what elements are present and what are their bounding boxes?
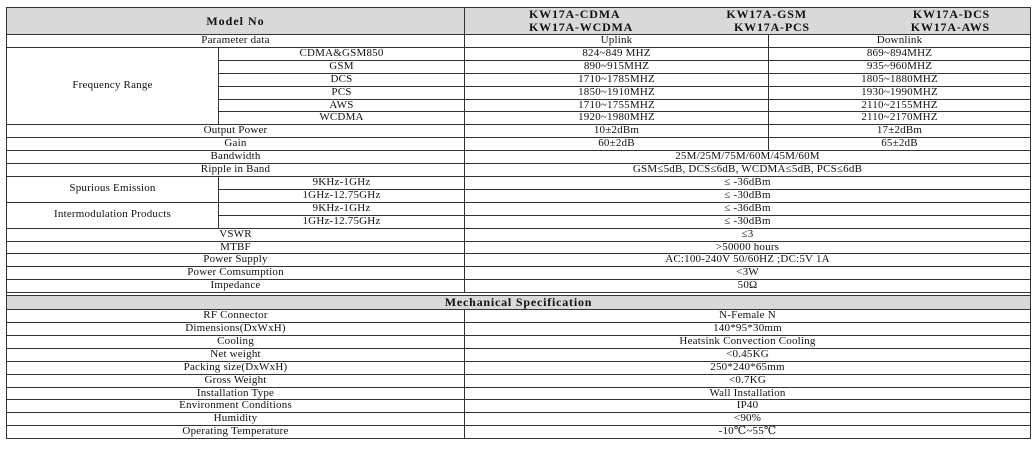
- power-supply-value: AC:100-240V 50/60HZ ;DC:5V 1A: [465, 254, 1031, 267]
- band-name: AWS: [219, 99, 465, 112]
- model-name: KW17A-PCS: [734, 20, 810, 34]
- table-row: [7, 47, 1031, 60]
- spec-sheet: [6, 7, 1030, 439]
- band-name: CDMA&GSM850: [219, 47, 465, 60]
- table-row: [7, 323, 1031, 336]
- uplink-value: 824~849 MHZ: [465, 47, 769, 60]
- mech-label: Gross Weight: [7, 374, 465, 387]
- frequency-range-label: Frequency Range: [7, 47, 219, 124]
- power-supply-row: [7, 254, 1031, 267]
- mech-label: Net weight: [7, 348, 465, 361]
- model-name: KW17A-AWS: [910, 20, 991, 34]
- uplink-value: 1920~1980MHZ: [465, 112, 769, 125]
- downlink-header: Downlink: [769, 35, 1031, 48]
- vswr-row: [7, 228, 1031, 241]
- impedance-row: [7, 280, 1031, 293]
- uplink-value: 1850~1910MHZ: [465, 86, 769, 99]
- downlink-value: 935~960MHZ: [769, 60, 1031, 73]
- mtbf-value: >50000 hours: [465, 241, 1031, 254]
- mech-value: Wall Installation: [465, 387, 1031, 400]
- model-name: KW17A-GSM: [726, 7, 807, 21]
- output-power-label: Output Power: [7, 125, 465, 138]
- mech-label: Humidity: [7, 413, 465, 426]
- impedance-label: Impedance: [7, 280, 465, 293]
- table-row: [7, 413, 1031, 426]
- downlink-value: 1930~1990MHZ: [769, 86, 1031, 99]
- table-row: [7, 400, 1031, 413]
- spec-value: ≤ -30dBm: [465, 189, 1031, 202]
- band-name: PCS: [219, 86, 465, 99]
- mech-label: Dimensions(DxWxH): [7, 323, 465, 336]
- frequency-range: 1GHz-12.75GHz: [219, 189, 465, 202]
- parameter-label: Parameter data: [7, 35, 465, 48]
- bandwidth-row: [7, 151, 1031, 164]
- mech-value: N-Female N: [465, 310, 1031, 323]
- output-power-row: [7, 125, 1031, 138]
- table-row: [7, 374, 1031, 387]
- power-consumption-row: [7, 267, 1031, 280]
- downlink-value: 2110~2155MHZ: [769, 99, 1031, 112]
- spurious-emission-label: Spurious Emission: [7, 176, 219, 202]
- vswr-label: VSWR: [7, 228, 465, 241]
- mech-label: Operating Temperature: [7, 426, 465, 439]
- uplink-header: Uplink: [465, 35, 769, 48]
- mech-value: <0.7KG: [465, 374, 1031, 387]
- parameter-row: [7, 35, 1031, 48]
- frequency-range: 9KHz-1GHz: [219, 176, 465, 189]
- model-label: Model No: [7, 8, 465, 35]
- table-row: [7, 426, 1031, 439]
- gain-label: Gain: [7, 138, 465, 151]
- model-name: KW17A-CDMA: [529, 7, 621, 21]
- uplink-value: 1710~1755MHZ: [465, 99, 769, 112]
- model-name: KW17A-DCS: [912, 7, 991, 21]
- header-row: [7, 8, 1031, 35]
- power-consumption-value: <3W: [465, 267, 1031, 280]
- mtbf-row: [7, 241, 1031, 254]
- table-row: [7, 335, 1031, 348]
- mech-label: Installation Type: [7, 387, 465, 400]
- mtbf-label: MTBF: [7, 241, 465, 254]
- band-name: DCS: [219, 73, 465, 86]
- table-row: [7, 348, 1031, 361]
- mech-value: <0.45KG: [465, 348, 1031, 361]
- mech-value: 250*240*65mm: [465, 361, 1031, 374]
- mech-label: RF Connector: [7, 310, 465, 323]
- bandwidth-label: Bandwidth: [7, 151, 465, 164]
- downlink-value: 1805~1880MHZ: [769, 73, 1031, 86]
- mechanical-section-row: [7, 296, 1031, 310]
- spec-value: ≤ -36dBm: [465, 176, 1031, 189]
- table-row: [7, 387, 1031, 400]
- mech-value: IP40: [465, 400, 1031, 413]
- table-row: [7, 202, 1031, 215]
- gain-row: [7, 138, 1031, 151]
- vswr-value: ≤3: [465, 228, 1031, 241]
- downlink-value: 65±2dB: [769, 138, 1031, 151]
- uplink-value: 10±2dBm: [465, 125, 769, 138]
- uplink-value: 890~915MHZ: [465, 60, 769, 73]
- table-row: [7, 176, 1031, 189]
- intermodulation-label: Intermodulation Products: [7, 202, 219, 228]
- mech-value: 140*95*30mm: [465, 323, 1031, 336]
- mech-value: <90%: [465, 413, 1031, 426]
- mech-label: Environment Conditions: [7, 400, 465, 413]
- downlink-value: 17±2dBm: [769, 125, 1031, 138]
- spec-table: [6, 7, 1031, 439]
- model-list: [465, 8, 1031, 35]
- table-row: [7, 361, 1031, 374]
- ripple-value: GSM≤5dB, DCS≤6dB, WCDMA≤5dB, PCS≤6dB: [465, 164, 1031, 177]
- ripple-label: Ripple in Band: [7, 164, 465, 177]
- table-row: [7, 310, 1031, 323]
- spec-value: ≤ -30dBm: [465, 215, 1031, 228]
- mech-value: -10℃~55℃: [465, 426, 1031, 439]
- ripple-row: [7, 164, 1031, 177]
- spec-value: ≤ -36dBm: [465, 202, 1031, 215]
- mech-label: Cooling: [7, 335, 465, 348]
- band-name: WCDMA: [219, 112, 465, 125]
- power-supply-label: Power Supply: [7, 254, 465, 267]
- section-title: Mechanical Specification: [7, 296, 1031, 310]
- power-consumption-label: Power Comsumption: [7, 267, 465, 280]
- impedance-value: 50Ω: [465, 280, 1031, 293]
- bandwidth-value: 25M/25M/75M/60M/45M/60M: [465, 151, 1031, 164]
- mech-label: Packing size(DxWxH): [7, 361, 465, 374]
- frequency-range: 9KHz-1GHz: [219, 202, 465, 215]
- frequency-range: 1GHz-12.75GHz: [219, 215, 465, 228]
- model-name: KW17A-WCDMA: [529, 20, 634, 34]
- mech-value: Heatsink Convection Cooling: [465, 335, 1031, 348]
- band-name: GSM: [219, 60, 465, 73]
- downlink-value: 869~894MHZ: [769, 47, 1031, 60]
- downlink-value: 2110~2170MHZ: [769, 112, 1031, 125]
- uplink-value: 1710~1785MHZ: [465, 73, 769, 86]
- uplink-value: 60±2dB: [465, 138, 769, 151]
